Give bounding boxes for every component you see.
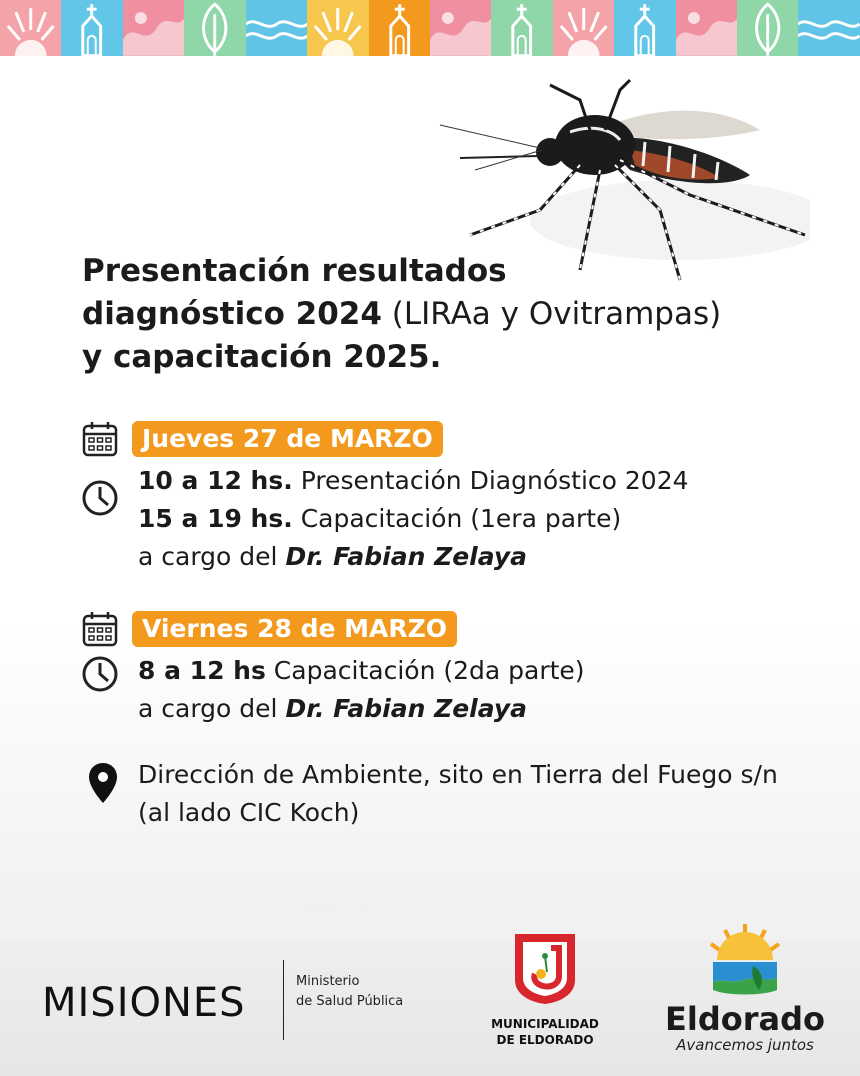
title-line2-rest: (LIRAa y Ovitrampas): [381, 296, 722, 332]
speaker-prefix: a cargo del: [138, 542, 286, 571]
schedule-line: [138, 652, 840, 690]
event-title: [82, 250, 802, 379]
flower-pattern-icon: [430, 0, 491, 56]
schedule-line: [138, 500, 840, 538]
location-block: [88, 756, 848, 832]
eldorado-name: Eldorado: [665, 1000, 825, 1038]
sun-pattern-icon: [307, 0, 368, 56]
decorative-banner: [0, 0, 860, 56]
speaker-line: [138, 690, 840, 728]
church-icon: [61, 0, 122, 56]
speaker-line: [138, 538, 840, 576]
location-pin-icon: [88, 762, 118, 804]
ministerio-line1: Ministerio: [296, 974, 360, 989]
muni-line1: MUNICIPALIDAD: [491, 1017, 599, 1031]
church-icon: [491, 0, 552, 56]
sun-pattern-icon: [0, 0, 61, 56]
ministerio-line2: de Salud Pública: [296, 994, 404, 1009]
schedule-time: 10 a 12 hs.: [138, 466, 293, 495]
sun-landscape-icon: [703, 920, 787, 1000]
leaf-icon: [184, 0, 245, 56]
flower-pattern-icon: [123, 0, 184, 56]
leaf-icon: [737, 0, 798, 56]
event-day-1: [80, 420, 840, 576]
title-line3: y capacitación 2025.: [82, 339, 442, 375]
municipal-crest-icon: [511, 930, 579, 1006]
eldorado-logo: [650, 920, 840, 1054]
title-line1: Presentación resultados: [82, 253, 507, 289]
muni-line2: DE ELDORADO: [496, 1033, 594, 1047]
ministerio-label: [296, 972, 403, 1012]
schedule-desc: Presentación Diagnóstico 2024: [292, 466, 689, 495]
event-day-2: [80, 610, 840, 728]
clock-icon: [80, 478, 120, 518]
speaker-name: Dr. Fabian Zelaya: [285, 694, 527, 723]
footer-logos: [0, 920, 860, 1076]
logo-divider: [283, 960, 284, 1040]
speaker-name: Dr. Fabian Zelaya: [285, 542, 527, 571]
calendar-icon: [80, 419, 120, 459]
speaker-prefix: a cargo del: [138, 694, 286, 723]
schedule-desc: Capacitación (2da parte): [265, 656, 585, 685]
calendar-icon: [80, 609, 120, 649]
clock-icon: [80, 654, 120, 694]
church-icon: [614, 0, 675, 56]
flower-pattern-icon: [676, 0, 737, 56]
municipalidad-logo: [490, 930, 600, 1048]
eldorado-slogan: Avancemos juntos: [676, 1036, 814, 1054]
wave-icon: [798, 0, 859, 56]
wave-icon: [246, 0, 307, 56]
schedule-line: [138, 462, 840, 500]
schedule-time: 15 a 19 hs.: [138, 504, 293, 533]
church-icon: [369, 0, 430, 56]
day-label: Jueves 27 de MARZO: [132, 421, 443, 457]
schedule-time: 8 a 12 hs: [138, 656, 266, 685]
location-line2: (al lado CIC Koch): [138, 798, 360, 827]
schedule-desc: Capacitación (1era parte): [292, 504, 622, 533]
location-line1: Dirección de Ambiente, sito en Tierra del Fuego s/n: [138, 760, 778, 789]
sun-pattern-icon: [553, 0, 614, 56]
day-label: Viernes 28 de MARZO: [132, 611, 457, 647]
title-line2-bold: diagnóstico 2024: [82, 296, 382, 332]
misiones-logo: MISIONES: [42, 980, 246, 1026]
